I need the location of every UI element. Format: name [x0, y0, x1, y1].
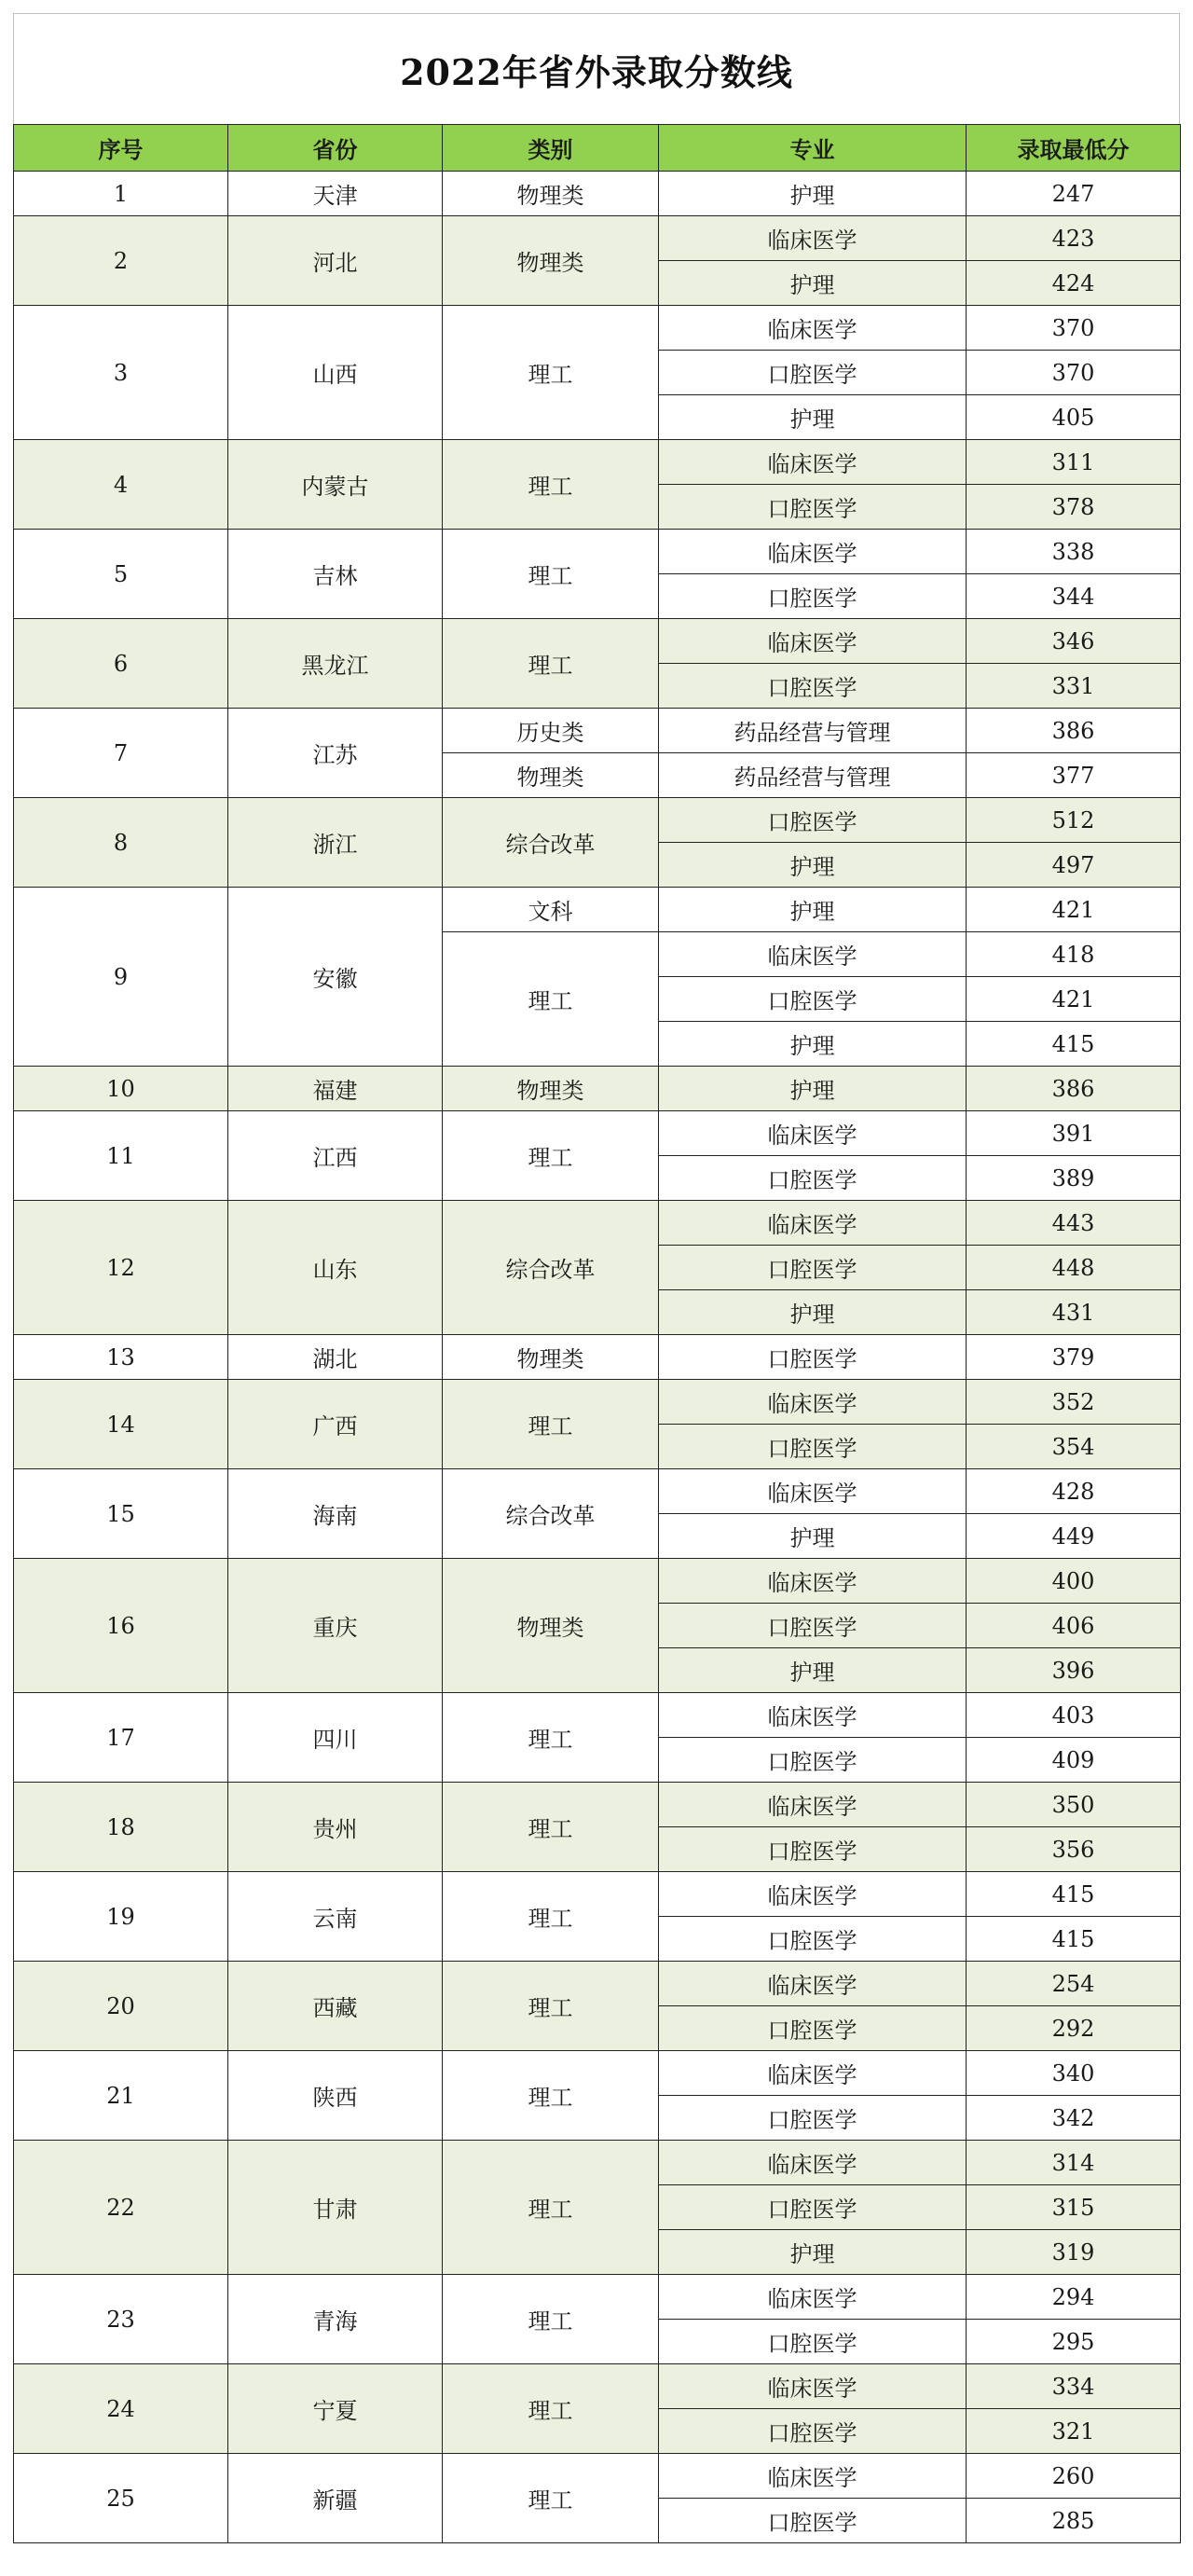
score-cell: 292: [967, 2006, 1181, 2051]
province-cell: 青海: [228, 2275, 443, 2364]
table-row: [14, 440, 1181, 485]
score-cell: 377: [967, 753, 1181, 798]
province-cell: 西藏: [228, 1962, 443, 2051]
table-row: [14, 798, 1181, 843]
major-cell: 口腔医学: [659, 1917, 967, 1962]
score-cell: 415: [967, 1917, 1181, 1962]
category-cell: 理工: [443, 306, 659, 440]
major-cell: 临床医学: [659, 1469, 967, 1514]
table-row: [14, 2051, 1181, 2096]
score-cell: 386: [967, 1067, 1181, 1111]
table-row: [14, 172, 1181, 216]
table-row: [14, 888, 1181, 932]
major-cell: 临床医学: [659, 1693, 967, 1738]
category-cell: 理工: [443, 932, 659, 1067]
header-number: 序号: [14, 125, 228, 172]
score-cell: 403: [967, 1693, 1181, 1738]
score-table: [13, 124, 1181, 2543]
score-cell: 344: [967, 574, 1181, 619]
score-cell: 431: [967, 1290, 1181, 1335]
province-cell: 四川: [228, 1693, 443, 1783]
score-cell: 294: [967, 2275, 1181, 2320]
score-cell: 346: [967, 619, 1181, 664]
score-cell: 405: [967, 395, 1181, 440]
table-row: [14, 2364, 1181, 2409]
category-cell: 物理类: [443, 1335, 659, 1380]
category-cell: 理工: [443, 2454, 659, 2543]
score-cell: 421: [967, 977, 1181, 1022]
major-cell: 临床医学: [659, 2051, 967, 2096]
row-number: 5: [14, 530, 228, 619]
table-row: [14, 216, 1181, 261]
major-cell: 临床医学: [659, 1201, 967, 1246]
row-number: 24: [14, 2364, 228, 2454]
score-cell: 319: [967, 2230, 1181, 2275]
score-cell: 443: [967, 1201, 1181, 1246]
score-cell: 424: [967, 261, 1181, 306]
score-cell: 352: [967, 1380, 1181, 1425]
province-cell: 天津: [228, 172, 443, 216]
category-cell: 理工: [443, 1783, 659, 1872]
major-cell: 护理: [659, 1514, 967, 1559]
major-cell: 口腔医学: [659, 1425, 967, 1469]
category-cell: 综合改革: [443, 1201, 659, 1335]
row-number: 3: [14, 306, 228, 440]
category-cell: 理工: [443, 2275, 659, 2364]
major-cell: 护理: [659, 261, 967, 306]
row-number: 20: [14, 1962, 228, 2051]
major-cell: 护理: [659, 1648, 967, 1693]
province-cell: 山东: [228, 1201, 443, 1335]
category-cell: 物理类: [443, 216, 659, 306]
major-cell: 临床医学: [659, 1783, 967, 1827]
major-cell: 临床医学: [659, 932, 967, 977]
major-cell: 口腔医学: [659, 1246, 967, 1290]
table-row: [14, 2275, 1181, 2320]
major-cell: 口腔医学: [659, 1335, 967, 1380]
row-number: 12: [14, 1201, 228, 1335]
major-cell: 护理: [659, 1022, 967, 1067]
category-cell: 物理类: [443, 172, 659, 216]
major-cell: 药品经营与管理: [659, 753, 967, 798]
major-cell: 临床医学: [659, 216, 967, 261]
major-cell: 临床医学: [659, 2141, 967, 2185]
major-cell: 临床医学: [659, 1111, 967, 1156]
province-cell: 新疆: [228, 2454, 443, 2543]
major-cell: 口腔医学: [659, 977, 967, 1022]
province-cell: 贵州: [228, 1783, 443, 1872]
score-cell: 314: [967, 2141, 1181, 2185]
province-cell: 浙江: [228, 798, 443, 888]
row-number: 1: [14, 172, 228, 216]
major-cell: 口腔医学: [659, 1827, 967, 1872]
row-number: 14: [14, 1380, 228, 1469]
category-cell: 理工: [443, 2364, 659, 2454]
score-cell: 379: [967, 1335, 1181, 1380]
province-cell: 陕西: [228, 2051, 443, 2141]
score-cell: 448: [967, 1246, 1181, 1290]
score-cell: 400: [967, 1559, 1181, 1604]
score-cell: 423: [967, 216, 1181, 261]
major-cell: 临床医学: [659, 440, 967, 485]
major-cell: 临床医学: [659, 1380, 967, 1425]
score-cell: 370: [967, 306, 1181, 351]
row-number: 25: [14, 2454, 228, 2543]
major-cell: 口腔医学: [659, 1738, 967, 1783]
header-min-score: 录取最低分: [967, 125, 1181, 172]
row-number: 21: [14, 2051, 228, 2141]
category-cell: 综合改革: [443, 798, 659, 888]
score-sheet: [13, 13, 1180, 2543]
table-row: [14, 2454, 1181, 2499]
score-cell: 409: [967, 1738, 1181, 1783]
province-cell: 黑龙江: [228, 619, 443, 709]
row-number: 9: [14, 888, 228, 1067]
province-cell: 福建: [228, 1067, 443, 1111]
row-number: 8: [14, 798, 228, 888]
province-cell: 山西: [228, 306, 443, 440]
table-row: [14, 1469, 1181, 1514]
score-cell: 428: [967, 1469, 1181, 1514]
score-cell: 497: [967, 843, 1181, 888]
category-cell: 理工: [443, 2051, 659, 2141]
page-title: 2022年省外录取分数线: [13, 13, 1180, 124]
major-cell: 临床医学: [659, 530, 967, 574]
row-number: 2: [14, 216, 228, 306]
major-cell: 口腔医学: [659, 574, 967, 619]
category-cell: 理工: [443, 530, 659, 619]
header-major: 专业: [659, 125, 967, 172]
header-province: 省份: [228, 125, 443, 172]
table-row: [14, 1962, 1181, 2006]
province-cell: 吉林: [228, 530, 443, 619]
score-cell: 331: [967, 664, 1181, 709]
category-cell: 理工: [443, 1693, 659, 1783]
score-cell: 415: [967, 1872, 1181, 1917]
category-cell: 综合改革: [443, 1469, 659, 1559]
table-row: [14, 1872, 1181, 1917]
major-cell: 护理: [659, 843, 967, 888]
table-row: [14, 1380, 1181, 1425]
major-cell: 临床医学: [659, 1872, 967, 1917]
major-cell: 护理: [659, 172, 967, 216]
major-cell: 口腔医学: [659, 2185, 967, 2230]
table-row: [14, 1111, 1181, 1156]
province-cell: 重庆: [228, 1559, 443, 1693]
table-body: [14, 172, 1181, 2543]
category-cell: 理工: [443, 2141, 659, 2275]
major-cell: 临床医学: [659, 1559, 967, 1604]
category-cell: 历史类: [443, 709, 659, 753]
category-cell: 理工: [443, 1111, 659, 1201]
header-row: [14, 125, 1181, 172]
score-cell: 391: [967, 1111, 1181, 1156]
table-row: [14, 709, 1181, 753]
row-number: 16: [14, 1559, 228, 1693]
major-cell: 口腔医学: [659, 798, 967, 843]
score-cell: 247: [967, 172, 1181, 216]
score-cell: 415: [967, 1022, 1181, 1067]
row-number: 13: [14, 1335, 228, 1380]
major-cell: 口腔医学: [659, 2499, 967, 2543]
row-number: 19: [14, 1872, 228, 1962]
major-cell: 临床医学: [659, 2364, 967, 2409]
row-number: 4: [14, 440, 228, 530]
major-cell: 临床医学: [659, 306, 967, 351]
table-row: [14, 2141, 1181, 2185]
major-cell: 临床医学: [659, 2275, 967, 2320]
score-cell: 350: [967, 1783, 1181, 1827]
header-category: 类别: [443, 125, 659, 172]
table-row: [14, 1201, 1181, 1246]
score-cell: 389: [967, 1156, 1181, 1201]
province-cell: 安徽: [228, 888, 443, 1067]
province-cell: 广西: [228, 1380, 443, 1469]
category-cell: 文科: [443, 888, 659, 932]
score-cell: 338: [967, 530, 1181, 574]
row-number: 18: [14, 1783, 228, 1872]
row-number: 22: [14, 2141, 228, 2275]
province-cell: 云南: [228, 1872, 443, 1962]
row-number: 7: [14, 709, 228, 798]
row-number: 17: [14, 1693, 228, 1783]
major-cell: 护理: [659, 2230, 967, 2275]
score-cell: 254: [967, 1962, 1181, 2006]
score-cell: 378: [967, 485, 1181, 530]
province-cell: 江西: [228, 1111, 443, 1201]
score-cell: 512: [967, 798, 1181, 843]
major-cell: 口腔医学: [659, 664, 967, 709]
score-cell: 421: [967, 888, 1181, 932]
score-cell: 406: [967, 1604, 1181, 1648]
province-cell: 河北: [228, 216, 443, 306]
score-cell: 340: [967, 2051, 1181, 2096]
major-cell: 护理: [659, 888, 967, 932]
province-cell: 内蒙古: [228, 440, 443, 530]
score-cell: 396: [967, 1648, 1181, 1693]
major-cell: 口腔医学: [659, 351, 967, 395]
score-cell: 449: [967, 1514, 1181, 1559]
score-cell: 356: [967, 1827, 1181, 1872]
score-cell: 285: [967, 2499, 1181, 2543]
category-cell: 理工: [443, 1962, 659, 2051]
category-cell: 理工: [443, 619, 659, 709]
category-cell: 物理类: [443, 1559, 659, 1693]
major-cell: 口腔医学: [659, 2006, 967, 2051]
table-row: [14, 306, 1181, 351]
province-cell: 海南: [228, 1469, 443, 1559]
row-number: 23: [14, 2275, 228, 2364]
major-cell: 口腔医学: [659, 485, 967, 530]
row-number: 11: [14, 1111, 228, 1201]
province-cell: 江苏: [228, 709, 443, 798]
major-cell: 护理: [659, 395, 967, 440]
category-cell: 物理类: [443, 1067, 659, 1111]
score-cell: 354: [967, 1425, 1181, 1469]
score-cell: 342: [967, 2096, 1181, 2141]
row-number: 6: [14, 619, 228, 709]
major-cell: 口腔医学: [659, 2409, 967, 2454]
major-cell: 药品经营与管理: [659, 709, 967, 753]
table-row: [14, 1693, 1181, 1738]
table-row: [14, 1067, 1181, 1111]
row-number: 15: [14, 1469, 228, 1559]
score-cell: 260: [967, 2454, 1181, 2499]
category-cell: 理工: [443, 1872, 659, 1962]
score-cell: 370: [967, 351, 1181, 395]
major-cell: 护理: [659, 1290, 967, 1335]
row-number: 10: [14, 1067, 228, 1111]
score-cell: 386: [967, 709, 1181, 753]
major-cell: 口腔医学: [659, 1156, 967, 1201]
major-cell: 口腔医学: [659, 1604, 967, 1648]
major-cell: 临床医学: [659, 619, 967, 664]
score-cell: 315: [967, 2185, 1181, 2230]
major-cell: 临床医学: [659, 2454, 967, 2499]
score-cell: 418: [967, 932, 1181, 977]
score-cell: 321: [967, 2409, 1181, 2454]
category-cell: 物理类: [443, 753, 659, 798]
major-cell: 口腔医学: [659, 2096, 967, 2141]
table-row: [14, 619, 1181, 664]
province-cell: 甘肃: [228, 2141, 443, 2275]
major-cell: 口腔医学: [659, 2320, 967, 2364]
score-cell: 334: [967, 2364, 1181, 2409]
major-cell: 临床医学: [659, 1962, 967, 2006]
category-cell: 理工: [443, 1380, 659, 1469]
table-row: [14, 1559, 1181, 1604]
score-cell: 311: [967, 440, 1181, 485]
table-row: [14, 1783, 1181, 1827]
table-row: [14, 530, 1181, 574]
table-row: [14, 1335, 1181, 1380]
score-cell: 295: [967, 2320, 1181, 2364]
province-cell: 湖北: [228, 1335, 443, 1380]
major-cell: 护理: [659, 1067, 967, 1111]
category-cell: 理工: [443, 440, 659, 530]
province-cell: 宁夏: [228, 2364, 443, 2454]
